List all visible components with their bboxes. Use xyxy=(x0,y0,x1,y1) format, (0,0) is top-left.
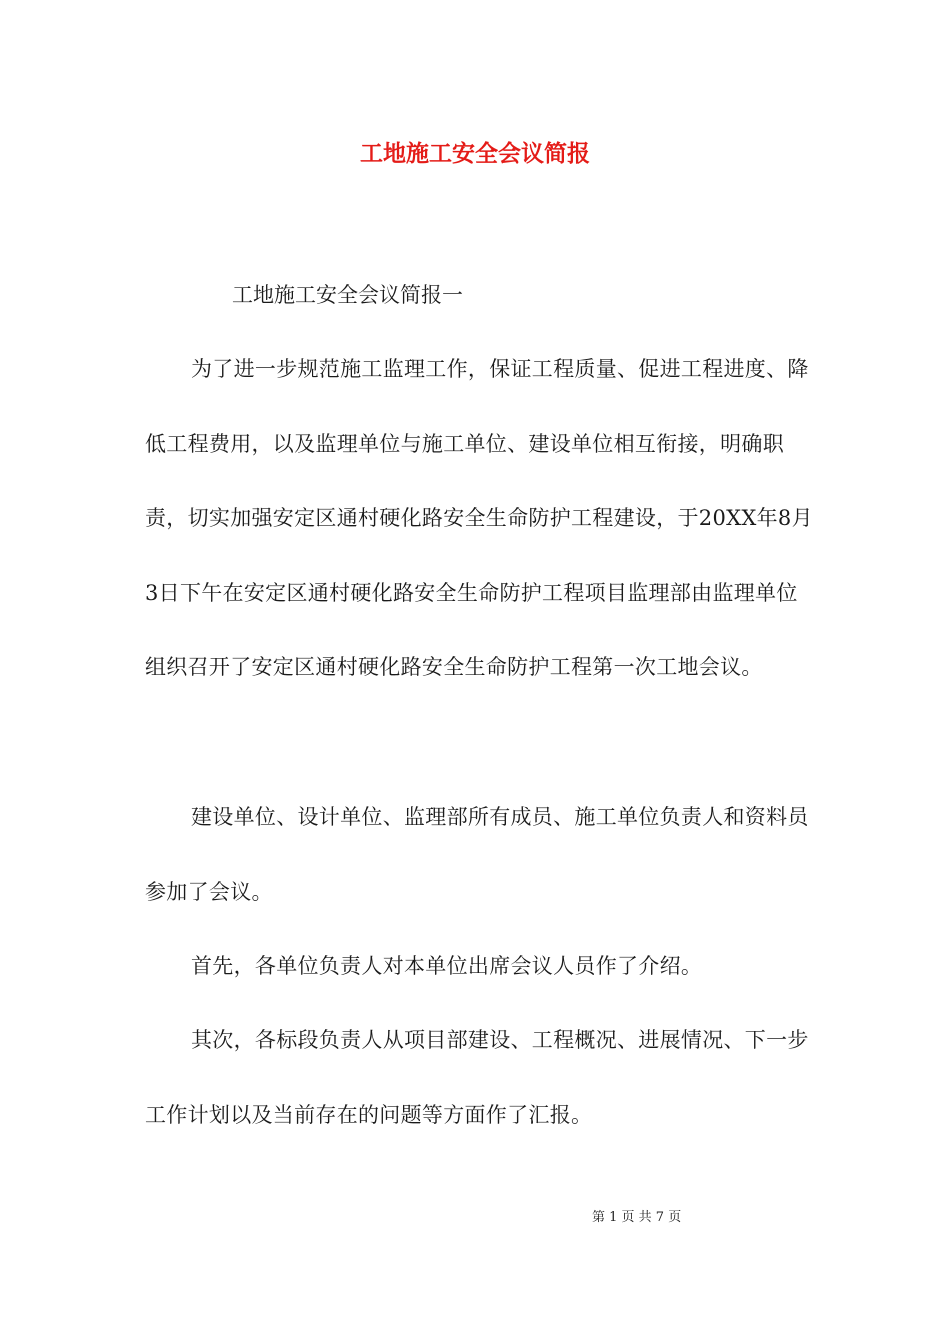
paragraph-reports: 其次，各标段负责人从项目部建设、工程概况、进展情况、下一步工作计划以及当前存在的问题等方面作了汇报。 xyxy=(145,1028,809,1127)
paragraph-intro: 为了进一步规范施工监理工作，保证工程质量、促进工程进度、降低工程费用，以及监理单位与施工单位、建设单位相互衔接，明确职责，切实加强安定区通村硬化路安全生命防护工程建设，于20XX年8月3日下午在安定区通村硬化路安全生命防护工程项目监理部由监理单位组织召开了安定区通村硬化路安全生命防护工程第一次工地会议。 xyxy=(145,357,813,680)
paragraph-introductions: 首先，各单位负责人对本单位出席会议人员作了介绍。 xyxy=(191,954,703,978)
section-heading: 工地施工安全会议简报一 xyxy=(232,283,463,307)
document-title: 工地施工安全会议简报 xyxy=(360,140,590,167)
page-number-footer: 第 1 页 共 7 页 xyxy=(592,1210,682,1225)
paragraph-attendees: 建设单位、设计单位、监理部所有成员、施工单位负责人和资料员参加了会议。 xyxy=(145,805,809,904)
